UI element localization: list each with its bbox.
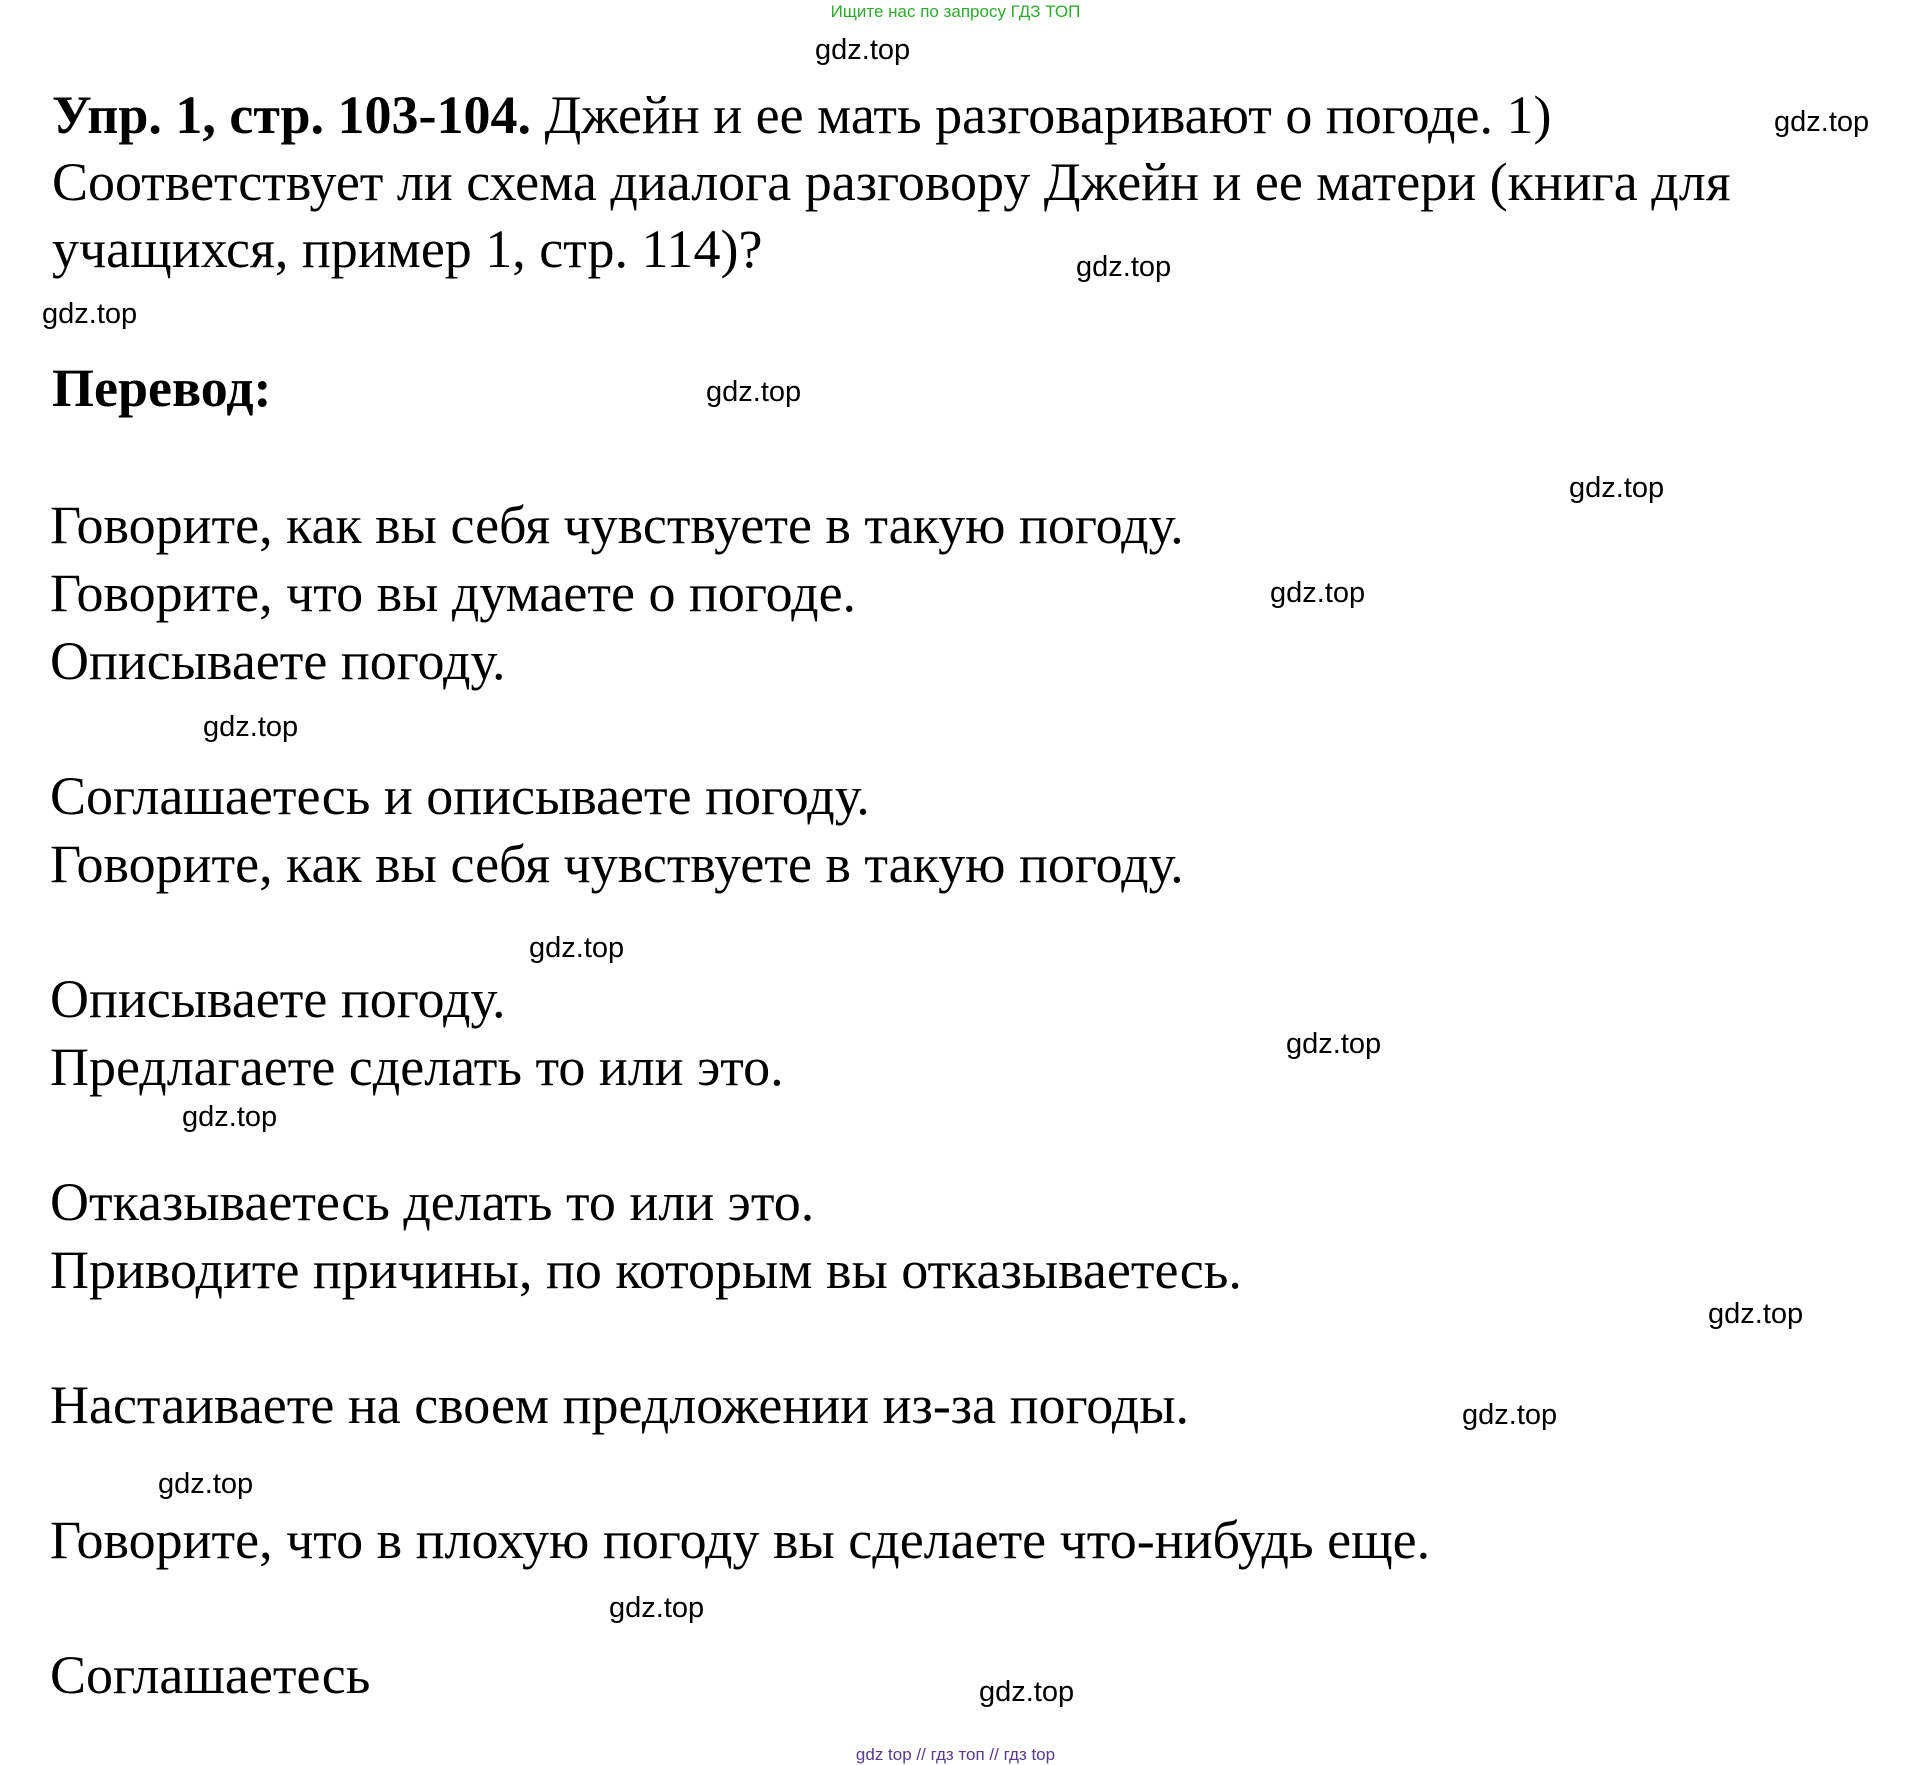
dialogue-line: Приводите причины, по которым вы отказываетесь.	[50, 1240, 1242, 1300]
dialogue-line: Говорите, как вы себя чувствуете в такую погоду.	[50, 495, 1184, 555]
dialogue-line: Предлагаете сделать то или это.	[50, 1037, 784, 1097]
watermark: gdz.top	[182, 1101, 278, 1133]
watermark: gdz.top	[1462, 1399, 1558, 1431]
watermark: gdz.top	[609, 1592, 705, 1624]
footer-watermark: gdz top // гдз топ // гдз top	[855, 1745, 1056, 1764]
top-banner: Ищите нас по запросу ГДЗ ТОП	[830, 2, 1081, 21]
watermark: gdz.top	[706, 376, 802, 408]
dialogue-line: Отказываетесь делать то или это.	[50, 1172, 815, 1232]
watermark: gdz.top	[42, 298, 138, 330]
exercise-label: Упр. 1, стр. 103-104.	[52, 85, 532, 145]
dialogue-line: Соглашаетесь и описываете погоду.	[50, 766, 870, 826]
watermark: gdz.top	[815, 34, 911, 66]
dialogue-line: Говорите, что вы думаете о погоде.	[50, 563, 857, 623]
watermark: gdz.top	[1076, 251, 1172, 283]
dialogue-line: Описываете погоду.	[50, 631, 506, 691]
watermark: gdz.top	[1569, 472, 1665, 504]
watermark: gdz.top	[203, 711, 299, 743]
watermark: gdz.top	[1708, 1298, 1804, 1330]
dialogue-line: Говорите, как вы себя чувствуете в такую погоду.	[50, 834, 1184, 894]
dialogue-line: Настаиваете на своем предложении из-за погоды.	[50, 1375, 1190, 1435]
dialogue-line: Описываете погоду.	[50, 969, 506, 1029]
dialogue-line: Соглашаетесь	[50, 1645, 371, 1705]
watermark: gdz.top	[1774, 106, 1870, 138]
watermark: gdz.top	[979, 1676, 1075, 1708]
watermark: gdz.top	[1286, 1028, 1382, 1060]
watermark: gdz.top	[1270, 577, 1366, 609]
dialogue-line: Говорите, что в плохую погоду вы сделаете что-нибудь еще.	[50, 1510, 1431, 1570]
exercise-text: Джейн и ее мать разговаривают о погоде. 1) Соответствует ли схема диалога разговору Джейн и ее матери (книга для учащихся, пример 1, стр. 114)?	[52, 85, 1731, 279]
exercise-task	[52, 82, 1892, 283]
translation-heading: Перевод:	[52, 358, 272, 418]
watermark: gdz.top	[158, 1468, 254, 1500]
watermark: gdz.top	[529, 932, 625, 964]
